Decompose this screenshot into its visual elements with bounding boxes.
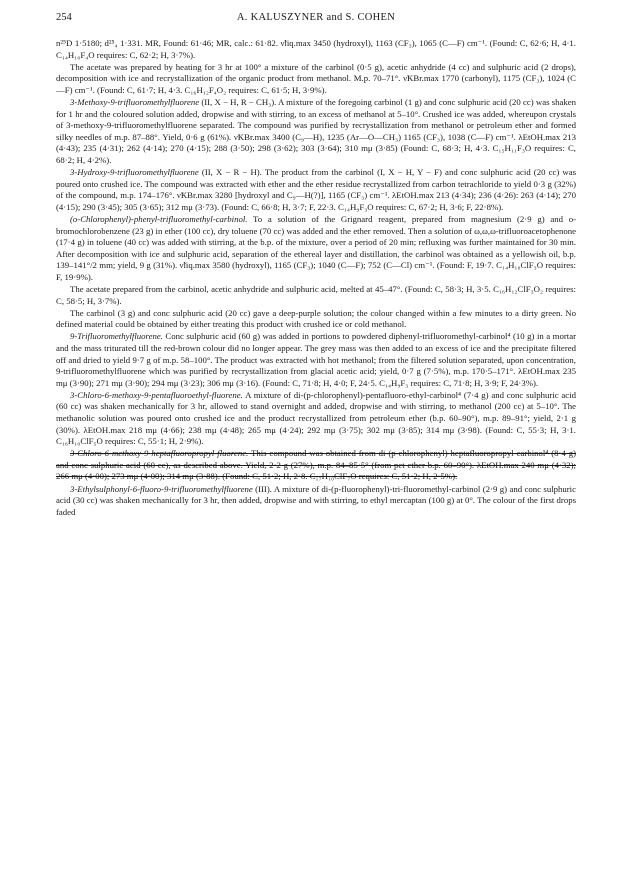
paragraph-chlorophenyl-carbinol [56, 214, 576, 284]
paragraph-text: n²⁵D 1·5180; d²⁵₄ 1·331. MR, Found: 61·46; MR, calc.: 61·82. ν̃liq.max 3450 (hydroxyl), 1163 (CF₃), 1065 (C—F) cm⁻¹. (Found: C, 62·6; H, 4·1. C₁₄H₁₀F₄O requires: C, 62·2; H, 3·7%). [56, 38, 576, 60]
compound-heading: 3-Chloro-6-methoxy-9-heptafluoropropyl-fluorene. [70, 448, 249, 459]
paragraph-pentafluoroethyl-fluorene [56, 390, 576, 448]
paragraph-refractive-index [56, 38, 576, 61]
running-head-authors: A. KALUSZYNER and S. COHEN [236, 12, 396, 23]
paragraph-ethylsulphonyl-fluorene [56, 484, 576, 519]
paragraph-text: (III). A mixture of di-(p-fluorophenyl)-tri-fluoromethyl-carbinol (2·9 g) and conc sulphuric acid (30 cc) was shaken mechanically for 3 hr, then added, dropwise and with stirring, to ethyl mercaptan (100 g) at 0°. The colour of the first drops faded [56, 483, 576, 517]
paragraph-text: (II, X − H, R − CH₃). A mixture of the foregoing carbinol (1 g) and conc sulphuric acid (20 cc) was shaken for 1 hr and the coloured solution added, dropwise and with stirring, to an excess of methanol at 5–10°. Crushed ice was added, whereupon crystals of 3-methoxy-9-trifluoromethylfluorene separated. The compound was purified by recrystallization from methanol or petroleum ether and formed silky needles of m.p. 87–88°. Yield, 0·6 g (61%). ν̃KBr.max 3400 (C₉—H), 1235 (Ar—O—CH₃) 1165 (CF₃), 1038 (C—F) cm⁻¹. λEtOH.max 213 (4·43); 235 (4·31); 262 (4·14); 270 (4·15); 288 (3·50); 298 (3·62); 303 (3·64); 310 mμ (3·85) (Found: C, 68·3; H, 4·3. C₁₅H₁₁F₃O requires: C, 68·2; H, 4·2%). [56, 96, 576, 165]
paragraph-trifluoromethylfluorene [56, 331, 576, 389]
page-header [56, 12, 576, 28]
compound-heading: 3-Ethylsulphonyl-6-fluoro-9-trifluoromethylfluorene [70, 483, 253, 494]
compound-heading: 9-Trifluoromethylfluorene. [70, 331, 163, 342]
paragraph-carbinol-sulphuric [56, 308, 576, 331]
paragraph-text: The acetate prepared from the carbinol, acetic anhydride and sulphuric acid, melted at 45–47°. (Found: C, 58·3; H, 3·5. C₁₆H₁₂ClF₃O₂ requires: C, 58·5; H, 3·7%). [56, 283, 576, 306]
paragraph-hydroxy-fluorene [56, 167, 576, 213]
compound-heading: (o-Chlorophenyl)-phenyl-trifluoromethyl-carbinol. [70, 213, 248, 224]
paragraph-text: (II, X − R − H). The product from the carbinol (I, X − H, Y − F) and conc sulphuric acid (20 cc) was poured onto crushed ice. The compound was extracted with ether and the ether residue recrystallized from carbon tetrachloride to yield 0·3 g (32%) of the compound, m.p. 174–176°. ν̃KBr.max 3280 [hydroxyl and C₉—H(?)], 1165 (CF₃) cm⁻¹. λEtOH.max 213 (4·34); 236 (4·26): 263 (4·14); 270 (4·15); 290 (3·45); 305 (3·65); 312 mμ (3·73). (Found: C, 66·8; H, 3·7; F, 22·3. C₁₄H₉F₃O requires: C, 67·2; H, 3·6; F, 22·8%). [56, 167, 576, 212]
paragraph-text: The carbinol (3 g) and conc sulphuric acid (20 cc) gave a deep-purple solution; the colour changed within a few minutes to a dirty green. No defined material could be obtained by either treating this product with crushed ice or cold methanol. [56, 307, 576, 330]
paragraph-acetate [56, 62, 576, 97]
compound-heading: 3-Hydroxy-9-trifluoromethylfluorene [70, 167, 199, 178]
compound-heading: 3-Chloro-6-methoxy-9-pentafluoroethyl-fluorene. [70, 389, 243, 400]
page-number: 254 [56, 12, 72, 23]
paragraph-text: To a solution of the Grignard reagent, prepared from magnesium (2·9 g) and o-bromochlorobenzene (23 g) in ether (100 cc), dry toluene (70 cc) was added and the ether removed. Then a solution of ω,ω,ω-trifluoroacetophenone (17·4 g) in toluene (40 cc) was added with stirring, at the b.p. of the mixture, over a period of 20 min; refluxing was further maintained for 30 min. After decomposition with ice and sulphuric acid, separation of the ethereal layer and distillation, the carbinol was obtained as a yellowish oil, b.p. 139–141°/2 mm; yield, 9 g (31%). ν̃liq.max 3580 (hydroxyl), 1165 (CF₃); 1040 (C—F); 752 (C—Cl) cm⁻¹. (Found: F, 19·7. C₁₄H₁₀ClF₃O requires: F, 19·9%). [56, 213, 576, 282]
paragraph-text: The acetate was prepared by heating for 3 hr at 100° a mixture of the carbinol (0·5 g), acetic anhydride (4 cc) and sulphuric acid (2 drops), decomposition with ice and recrystallization of the organic product from methanol. M.p. 70–71°. ν̃KBr.max 1770 (carbonyl), 1175 (CF₃), 1024 (C—F) cm⁻¹. (Found: C, 61·7; H, 4·3. C₁₆H₁₂F₄O₂ requires: C, 61·5; H, 3·9%). [56, 61, 576, 95]
body-text [56, 38, 576, 519]
paragraph-text: Conc sulphuric acid (60 g) was added in portions to powdered diphenyl-trifluoromethyl-carbinol⁴ (10 g) in a mortar and the mass triturated till the red-brown colour did no longer appear. The grey mass was then added to an excess of ice and the precipitate filtered off and dried to yield 9·7 g of m.p. 58–100°. The product was extracted with hot methanol; from the filtered solution separated, upon concentration, 9-trifluoromethylfluorene which was purified by recrystallization from glacial acetic acid; yield, 0·7 g (7·5%), m.p. 170·5–171°. λEtOH.max 235 mμ (3·90); 271 mμ (3·90); 294 mμ (3·23); 306 mμ (3·16). (Found: C, 71·8; H, 4·0; F, 24·5. C₁₄H₉F₃ requires: C, 71·8; H, 3·9; F, 24·3%). [56, 331, 576, 388]
paragraph-text: This compound was obtained from di-(p-chlorophenyl)-heptafluoropropyl-carbinol⁴ (8·4 g) and conc sulphuric acid (60 cc), as described above. Yield, 2·2 g (27%), m.p. 84–85·5° (from pet ether b.p. 60–90°). λEtOH.max 240 mμ (4·32); 266 mμ (4·00); 273 mμ (4·00); 314 mμ (3·88). (Found: C, 51·2; H, 2·8. C₁₇H₁₀ClF₇O requires: C, 51·2; H, 2·5%). [56, 448, 576, 482]
paragraph-methoxy-fluorene [56, 97, 576, 167]
paragraph-heptafluoropropyl-fluorene [56, 448, 576, 483]
compound-heading: 3-Methoxy-9-trifluoromethylfluorene [70, 96, 200, 107]
paragraph-carbinol-acetate [56, 284, 576, 307]
paragraph-text: A mixture of di-(p-chlorophenyl)-pentafluoro-ethyl-carbinol⁴ (7·4 g) and conc sulphuric acid (60 cc) was shaken mechanically for 3 hr, allowed to stand overnight and added, dropwise and with stirring, to methanol (200 cc) at 5–10°. The methanolic solution was poured onto crushed ice and the product recrystallized from petroleum ether (b.p. 60–90°), m.p. 89–91°; yield, 2·1 g (30%). λEtOH.max 218 mμ (4·66); 238 mμ (4·48); 265 mμ (4·24); 292 mμ (3·75); 302 mμ (3·85); 314 mμ (3·98). (Found: C, 55·3; H, 3·1. C₁₆H₁₀ClF₅O requires: C, 55·1; H, 2·9%). [56, 389, 576, 447]
